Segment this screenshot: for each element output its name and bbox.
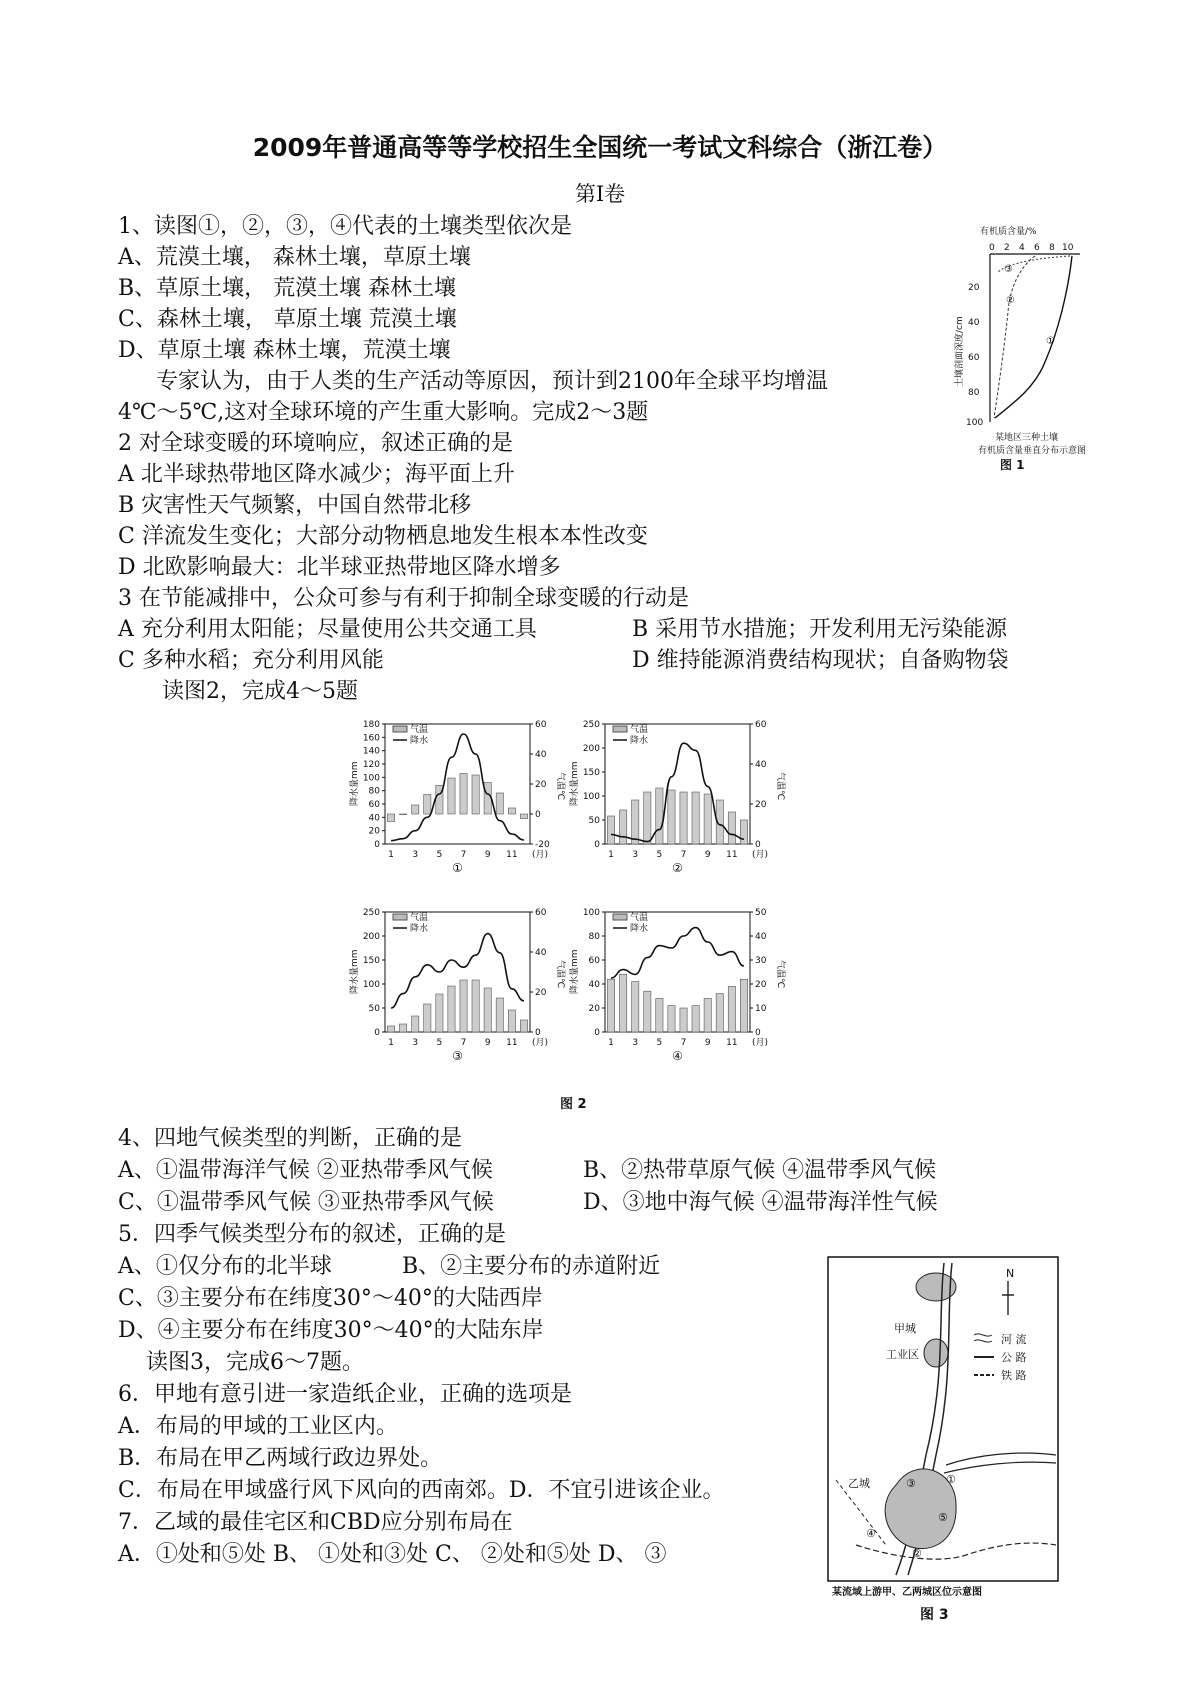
month-label: 1	[608, 1038, 614, 1048]
passage-line-1: 专家认为，由于人类的生产活动等原因，预计到2100年全球平均增温	[156, 369, 828, 394]
temperature-bar	[668, 1006, 675, 1032]
precipitation-line	[611, 928, 744, 978]
q1-option-a: A、荒漠土壤， 森林土壤，草原土壤	[118, 245, 471, 270]
y-tick-label: 150	[582, 768, 600, 778]
y-tick-label: 200	[362, 932, 380, 942]
q4-option-c: C、①温带季风气候 ③亚热带季风气候	[118, 1190, 494, 1215]
legend-precip: 降水	[410, 736, 429, 746]
fig1-curve-label: ①	[1046, 336, 1055, 347]
y-tick-label: 50	[368, 1004, 380, 1014]
y-tick-label: 0	[374, 1028, 380, 1038]
fig1-note: 有机质含量垂直分布示意图	[978, 446, 1087, 456]
q5-option-c: C、③主要分布在纬度30°～40°的大陆西岸	[118, 1286, 543, 1311]
y2-tick-label: 40	[535, 948, 547, 958]
temperature-bar	[607, 816, 614, 844]
fig3-instruction: 读图3，完成6～7题。	[146, 1350, 364, 1375]
legend-rail: 铁 路	[1001, 1369, 1027, 1382]
right-axis-label: 气温℃	[775, 960, 785, 989]
month-label: 11	[506, 1038, 518, 1048]
figure-3-map	[826, 1255, 1061, 1605]
q4-option-d: D、③地中海气候 ④温带海洋性气候	[583, 1190, 938, 1215]
site-marker: ③	[906, 1477, 916, 1490]
fig1-xlabel: 有机质含量/%	[980, 227, 1037, 237]
y-tick-label: 160	[362, 733, 380, 744]
fig1-ytick: 20	[968, 283, 980, 293]
fig1-note: 某地区三种土壤	[995, 433, 1059, 443]
temperature-bar	[644, 991, 651, 1032]
temperature-bar	[387, 814, 394, 822]
temperature-bar	[740, 820, 747, 844]
legend-river: 河 流	[1001, 1333, 1027, 1346]
legend-temp-swatch	[393, 726, 407, 732]
y-tick-label: 120	[362, 760, 380, 770]
y-tick-label: 100	[362, 980, 380, 990]
month-label: 9	[704, 1038, 711, 1048]
label-industrial: 工业区	[886, 1348, 919, 1361]
q6-option-b: B．布局在甲乙两域行政边界处。	[118, 1446, 443, 1471]
q5-option-d: D、④主要分布在纬度30°～40°的大陆东岸	[118, 1318, 544, 1343]
temperature-bar	[484, 988, 491, 1032]
y2-tick-label: 30	[755, 956, 767, 966]
y2-tick-label: 20	[755, 980, 767, 990]
y2-tick-label: 60	[755, 720, 767, 730]
q2-option-d: D 北欧影响最大：北半球亚热带地区降水增多	[118, 555, 561, 580]
section-heading: 第Ⅰ卷	[574, 182, 626, 206]
y2-tick-label: 20	[535, 780, 547, 790]
temperature-bar	[704, 998, 711, 1032]
month-label: 11	[506, 850, 518, 860]
temperature-bar	[400, 1024, 407, 1032]
temperature-bar	[472, 775, 479, 814]
temperature-bar	[656, 998, 663, 1032]
page-title: 2009年普通高等等学校招生全国统一考试文科综合（浙江卷）	[252, 133, 948, 162]
temperature-bar	[412, 805, 419, 814]
q2-option-a: A 北半球热带地区降水减少；海平面上升	[118, 462, 515, 487]
q7-options: A．①处和⑤处 B、 ①处和③处 C、 ②处和⑤处 D、 ③	[118, 1542, 667, 1567]
fig3-note: 某流域上游甲、乙两城区位示意图	[832, 1587, 982, 1598]
y2-tick-label: 40	[755, 932, 767, 942]
month-label: 1	[388, 1038, 394, 1048]
temperature-bar	[387, 1026, 394, 1032]
right-axis-label: 气温℃	[555, 960, 565, 989]
q3-stem: 3 在节能减排中，公众可参与有利于抑制全球变暖的行动是	[118, 586, 689, 611]
y-tick-label: 250	[362, 908, 380, 918]
temperature-bar	[656, 788, 663, 844]
month-label: 3	[412, 850, 419, 860]
q4-option-b: B、②热带草原气候 ④温带季风气候	[583, 1158, 937, 1183]
y2-tick-label: 20	[535, 988, 547, 998]
left-axis-label: 降水量mm	[350, 761, 360, 806]
y-tick-label: 100	[582, 792, 600, 802]
figure-1-soil-chart	[950, 222, 1090, 472]
y2-tick-label: 0	[535, 1028, 541, 1038]
y2-tick-label: 0	[755, 840, 761, 850]
y-tick-label: 40	[368, 813, 380, 824]
y2-tick-label: 20	[755, 800, 767, 810]
q1-option-b: B、草原土壤， 荒漠土壤 森林土壤	[118, 276, 457, 301]
month-unit: (月)	[532, 1038, 549, 1048]
site-marker: ⑤	[938, 1511, 948, 1524]
legend-temp-swatch	[613, 914, 627, 920]
y-tick-label: 200	[582, 744, 600, 754]
month-label: 7	[460, 1038, 467, 1048]
temperature-bar	[692, 1006, 699, 1032]
legend-temp: 气温	[410, 913, 429, 923]
temperature-bar	[436, 994, 443, 1032]
right-axis-label: 气温℃	[555, 772, 565, 801]
fig1-ytick: 60	[968, 353, 980, 363]
north-label: N	[1006, 1267, 1015, 1280]
fig1-xtick: 10	[1062, 243, 1074, 253]
fig1-xtick: 8	[1049, 243, 1055, 253]
legend-temp: 气温	[630, 913, 649, 923]
chart-frame	[385, 724, 530, 844]
temperature-bar	[680, 792, 687, 844]
month-label: 3	[632, 850, 639, 860]
y-tick-label: 60	[588, 956, 600, 966]
y-tick-label: 180	[362, 720, 380, 730]
site-marker: ④	[866, 1527, 876, 1540]
temperature-bar	[496, 998, 503, 1032]
q4-stem: 4、四地气候类型的判断，正确的是	[118, 1126, 462, 1151]
month-label: 3	[632, 1038, 639, 1048]
q2-option-c: C 洋流发生变化；大部分动物栖息地发生根本本性改变	[118, 524, 648, 549]
y-tick-label: 40	[588, 980, 600, 990]
railway-line	[856, 1543, 1056, 1559]
precipitation-line	[611, 743, 744, 841]
y-tick-label: 0	[594, 840, 600, 850]
precipitation-line	[391, 934, 524, 1008]
legend-precip: 降水	[630, 736, 649, 746]
y-tick-label: 20	[588, 1004, 600, 1014]
fig1-ytick: 100	[966, 418, 984, 428]
temperature-bar	[607, 979, 614, 1032]
left-axis-label: 降水量mm	[570, 949, 580, 994]
temperature-bar	[680, 1008, 687, 1032]
temperature-bar	[620, 974, 627, 1032]
y2-tick-label: 60	[535, 908, 547, 918]
q1-option-d: D、草原土壤 森林土壤，荒漠土壤	[118, 338, 451, 363]
q6-stem: 6．甲地有意引进一家造纸企业，正确的选项是	[118, 1382, 572, 1407]
month-label: 7	[460, 850, 467, 860]
fig1-ytick: 80	[968, 388, 980, 398]
temperature-bar	[520, 1020, 527, 1032]
chart-label: ②	[672, 861, 683, 875]
q5-option-a: A、①仅分布的北半球	[118, 1254, 332, 1279]
y-tick-label: 150	[362, 956, 380, 966]
fig1-caption: 图 1	[1000, 458, 1025, 472]
temperature-bar	[484, 783, 491, 815]
temperature-bar	[620, 810, 627, 844]
temperature-bar	[424, 1004, 431, 1032]
fig1-ylabel: 土壤剖面深度/cm	[955, 316, 965, 387]
month-label: 1	[388, 850, 394, 860]
q5-option-b: B、②主要分布的赤道附近	[402, 1254, 661, 1279]
temperature-bar	[520, 814, 527, 819]
month-label: 3	[412, 1038, 419, 1048]
y-tick-label: 140	[362, 746, 380, 757]
y-tick-label: 100	[362, 773, 380, 784]
y2-tick-label: -20	[535, 840, 550, 850]
fig3-caption: 图 3	[920, 1607, 949, 1623]
passage-line-2: 4℃～5℃,这对全球环境的产生重大影响。完成2～3题	[118, 400, 649, 425]
temperature-bar	[508, 1010, 515, 1032]
month-label: 9	[704, 850, 711, 860]
river-legend-icon	[974, 1334, 992, 1342]
q6-option-a: A．布局的甲域的工业区内。	[118, 1414, 398, 1439]
temperature-bar	[728, 812, 735, 844]
label-city-a: 甲城	[894, 1322, 916, 1335]
y2-tick-label: 10	[755, 1004, 767, 1014]
fig1-curve-2	[994, 256, 1035, 418]
fig1-xtick: 6	[1034, 243, 1040, 253]
y-tick-label: 80	[368, 786, 380, 797]
q6-option-cd: C．布局在甲域盛行风下风向的西南郊。D．不宜引进该企业。	[118, 1478, 725, 1503]
q1-option-c: C、森林土壤， 草原土壤 荒漠土壤	[118, 307, 457, 332]
y-tick-label: 20	[368, 826, 380, 837]
legend-temp: 气温	[630, 725, 649, 735]
month-label: 1	[608, 850, 614, 860]
temperature-bar	[632, 800, 639, 844]
chart-label: ①	[452, 861, 463, 875]
q3-option-b: B 采用节水措施；开发利用无污染能源	[632, 617, 1008, 642]
month-label: 7	[680, 850, 687, 860]
q1-stem: 1、读图①，②，③，④代表的土壤类型依次是	[118, 214, 572, 239]
fig1-xtick: 4	[1019, 243, 1025, 253]
temperature-bar	[740, 979, 747, 1032]
temperature-bar	[644, 792, 651, 844]
month-label: 5	[436, 1038, 443, 1048]
site-marker: ②	[912, 1547, 922, 1560]
north-arrow-icon	[1002, 1281, 1014, 1315]
temperature-bar	[412, 1016, 419, 1032]
legend-temp: 气温	[410, 725, 429, 735]
temperature-bar	[668, 790, 675, 844]
left-axis-label: 降水量mm	[350, 949, 360, 994]
fig1-curve-1	[995, 256, 1072, 418]
y-tick-label: 50	[588, 816, 600, 826]
y-tick-label: 0	[374, 840, 380, 850]
temperature-bar	[728, 986, 735, 1032]
legend-temp-swatch	[393, 914, 407, 920]
temperature-bar	[448, 778, 455, 814]
month-label: 11	[726, 850, 738, 860]
legend-road: 公 路	[1001, 1351, 1027, 1364]
y2-tick-label: 60	[535, 720, 547, 730]
y-tick-label: 250	[582, 720, 600, 730]
temperature-bar	[692, 792, 699, 844]
y2-tick-label: 40	[535, 750, 547, 760]
temperature-bar	[716, 994, 723, 1032]
site-marker: ①	[946, 1473, 956, 1486]
month-label: 5	[656, 1038, 663, 1048]
temperature-bar	[448, 986, 455, 1032]
right-axis-label: 气温℃	[775, 772, 785, 801]
month-unit: (月)	[752, 1038, 769, 1048]
temperature-bar	[632, 982, 639, 1032]
month-label: 9	[484, 850, 491, 860]
q3-option-c: C 多种水稻；充分利用风能	[118, 648, 384, 673]
y2-tick-label: 0	[755, 1028, 761, 1038]
label-city-b: 乙城	[848, 1477, 870, 1490]
fig2-caption: 图 2	[560, 1097, 587, 1112]
q5-stem: 5．四季气候类型分布的叙述，正确的是	[118, 1222, 506, 1247]
y2-tick-label: 0	[535, 810, 541, 820]
month-label: 9	[484, 1038, 491, 1048]
fig1-xtick: 0	[989, 243, 995, 253]
month-unit: (月)	[752, 850, 769, 860]
month-label: 7	[680, 1038, 687, 1048]
month-label: 5	[436, 850, 443, 860]
y-tick-label: 100	[582, 908, 600, 918]
temperature-bar	[400, 814, 407, 815]
industrial-area	[924, 1339, 948, 1367]
fig1-curve-label: ③	[1004, 264, 1013, 275]
y2-tick-label: 50	[755, 908, 767, 918]
y-tick-label: 80	[588, 932, 600, 942]
temperature-bar	[508, 808, 515, 814]
month-label: 5	[656, 850, 663, 860]
figure-2-climate-charts	[340, 712, 900, 1112]
q7-stem: 7．乙域的最佳宅区和CBD应分别布局在	[118, 1510, 513, 1535]
q2-option-b: B 灾害性天气频繁，中国自然带北移	[118, 493, 472, 518]
fig1-xtick: 2	[1004, 243, 1010, 253]
legend-precip: 降水	[410, 924, 429, 934]
precipitation-line	[391, 734, 524, 841]
q4-option-a: A、①温带海洋气候 ②亚热带季风气候	[118, 1158, 493, 1183]
q2-stem: 2 对全球变暖的环境响应，叙述正确的是	[118, 431, 513, 456]
legend-precip: 降水	[630, 924, 649, 934]
chart-label: ③	[452, 1049, 463, 1063]
temperature-bar	[460, 774, 467, 815]
fig1-curve-label: ②	[1006, 295, 1015, 306]
fig2-instruction: 读图2，完成4～5题	[162, 679, 358, 704]
month-label: 11	[726, 1038, 738, 1048]
left-axis-label: 降水量mm	[570, 761, 580, 806]
q3-option-a: A 充分利用太阳能；尽量使用公共交通工具	[118, 617, 537, 642]
temperature-bar	[496, 793, 503, 814]
temperature-bar	[472, 980, 479, 1032]
temperature-bar	[704, 794, 711, 844]
temperature-bar	[424, 795, 431, 815]
q3-option-d: D 维持能源消费结构现状；自备购物袋	[632, 648, 1009, 673]
y-tick-label: 60	[368, 800, 380, 810]
fig1-ytick: 40	[968, 318, 980, 328]
chart-label: ④	[672, 1049, 683, 1063]
y2-tick-label: 40	[755, 760, 767, 770]
legend-temp-swatch	[613, 726, 627, 732]
y-tick-label: 0	[594, 1028, 600, 1038]
temperature-bar	[460, 980, 467, 1032]
month-unit: (月)	[532, 850, 549, 860]
